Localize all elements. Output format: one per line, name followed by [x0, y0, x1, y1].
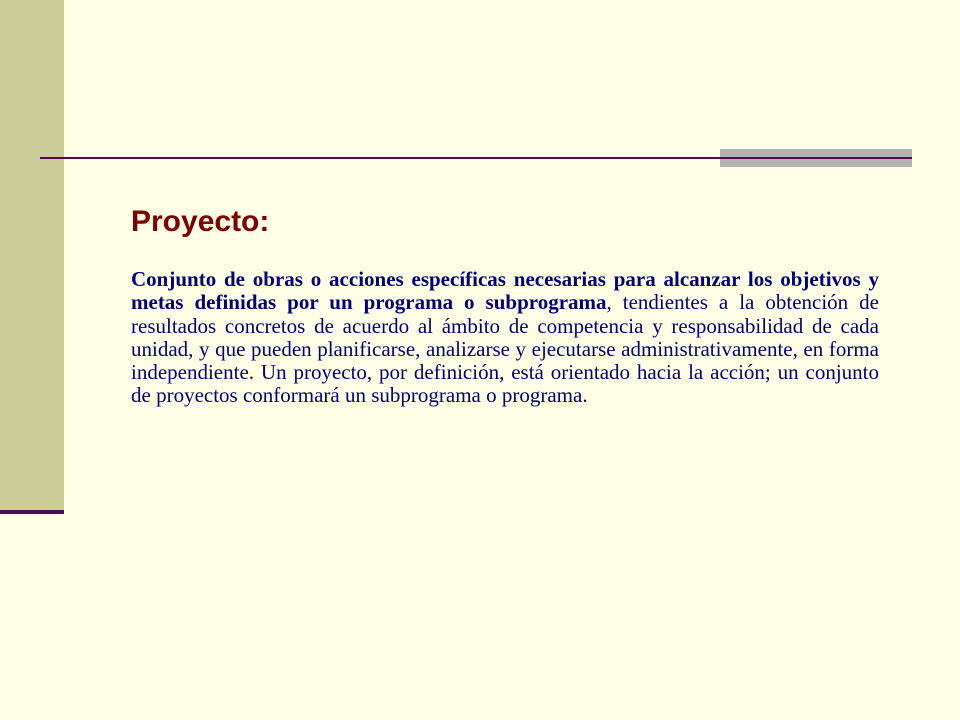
divider-accent-block: [720, 149, 912, 167]
definition-paragraph: [131, 268, 879, 408]
left-decorative-band: [0, 0, 64, 512]
definition-regular-text: , tendientes a la obtención de resultados concretos de acuerdo al ámbito de competencia y responsabilidad de cada unidad, y que pueden planificarse, analizarse y ejecutarse administrativamente, en forma independiente. Un proyecto, por definición, está orientado hacia la acción; un conjunto de proyectos conformará un subprograma o programa.: [131, 290, 879, 408]
slide-title: Proyecto:: [131, 205, 270, 238]
definition-bold-text: Conjunto de obras o acciones específicas necesarias para alcanzar los objetivos y metas definidas por un programa o subprograma: [131, 267, 879, 315]
left-band-bottom-bar: [0, 510, 64, 514]
